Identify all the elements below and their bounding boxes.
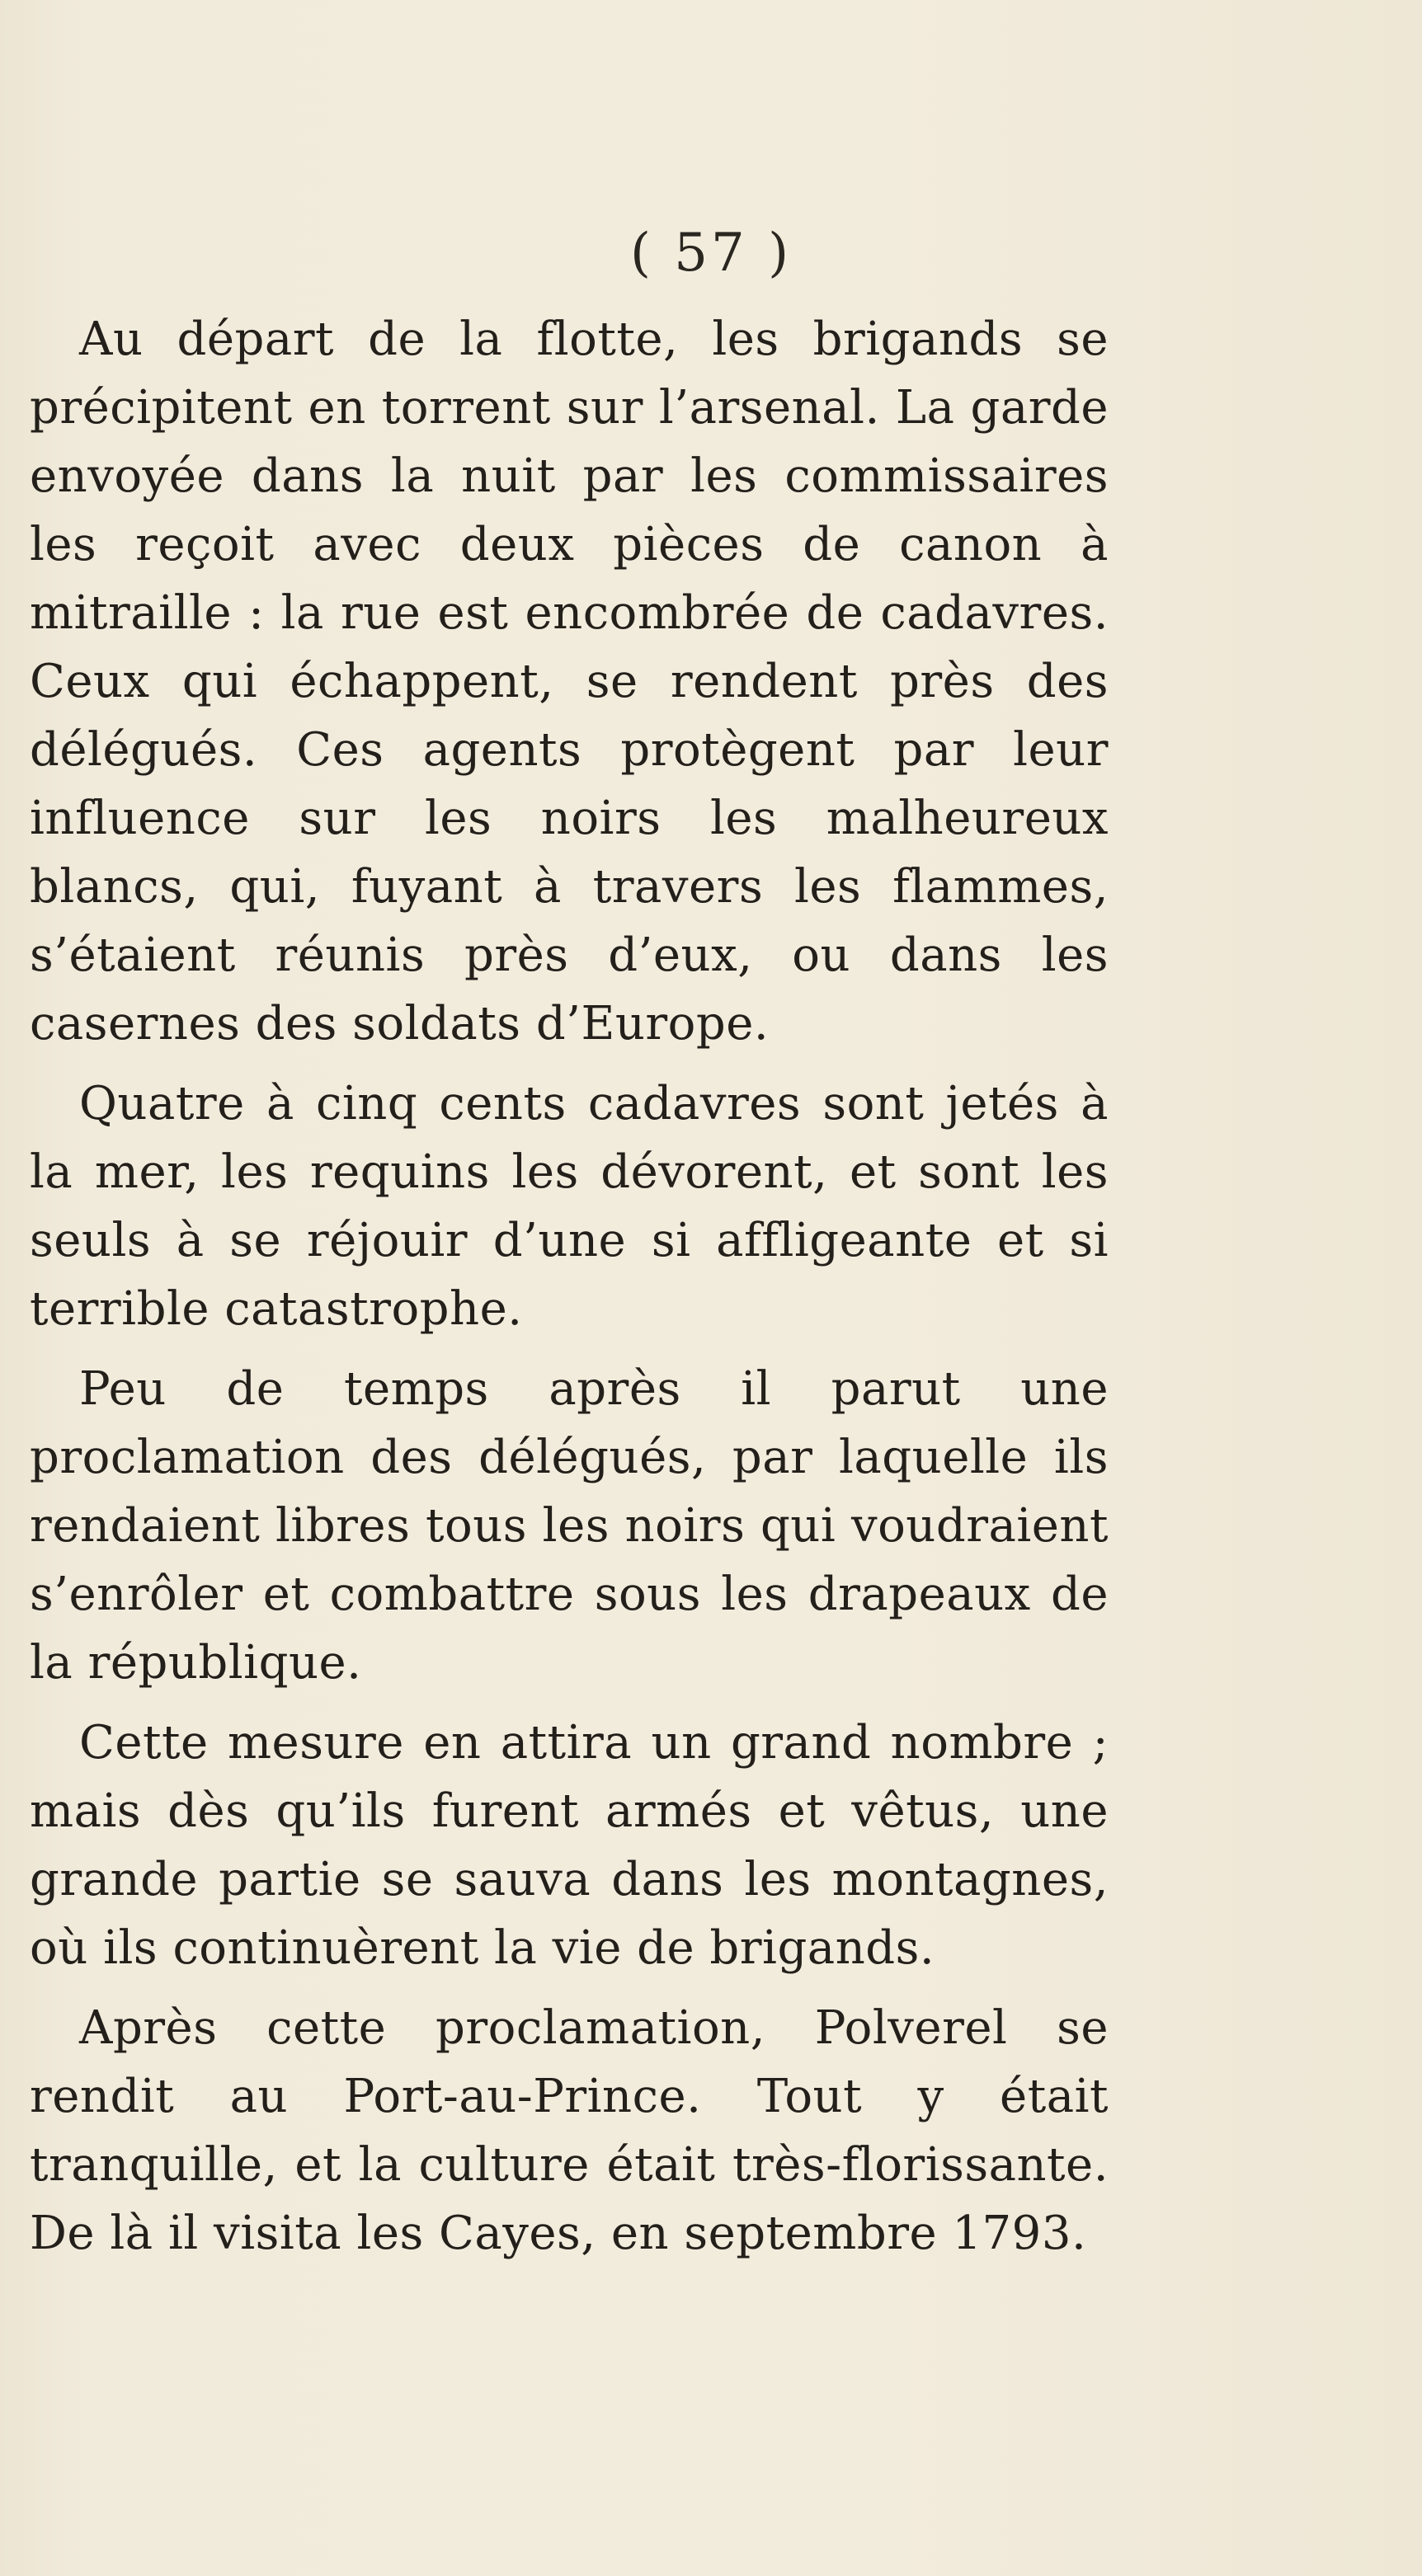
- body-text: [30, 305, 1109, 2279]
- paragraph-5: Après cette proclamation, Polverel se rendit au Port-au-Prince. Tout y était tranquille, et la culture était très-florissante. De là il visita les Cayes, en septembre 1793.: [30, 2001, 1109, 2260]
- paragraph-2: Quatre à cinq cents cadavres sont jetés à la mer, les requins les dévorent, et sont les seuls à se réjouir d’une si affligeante et si terrible catastrophe.: [30, 1077, 1109, 1336]
- paragraph-4: Cette mesure en attira un grand nombre ; mais dès qu’ils furent armés et vêtus, une grande partie se sauva dans les montagnes, où ils continuèrent la vie de brigands.: [30, 1716, 1109, 1975]
- paragraph-1: Au départ de la flotte, les brigands se précipitent en torrent sur l’arsenal. La garde envoyée dans la nuit par les commissaires les reçoit avec deux pièces de canon à mitraille : la rue est encombrée de cadavres. Ceux qui échappent, se rendent près des délégués. Ces agents protègent par leur influence sur les noirs les malheureux blancs, qui, fuyant à travers les flammes, s’étaient réunis près d’eux, ou dans les casernes des soldats d’Europe.: [30, 313, 1109, 1051]
- paragraph-3: Peu de temps après il parut une proclamation des délégués, par laquelle ils rendaient libres tous les noirs qui voudraient s’enrôler et combattre sous les drapeaux de la république.: [30, 1362, 1109, 1690]
- page-number: ( 57 ): [629, 223, 793, 284]
